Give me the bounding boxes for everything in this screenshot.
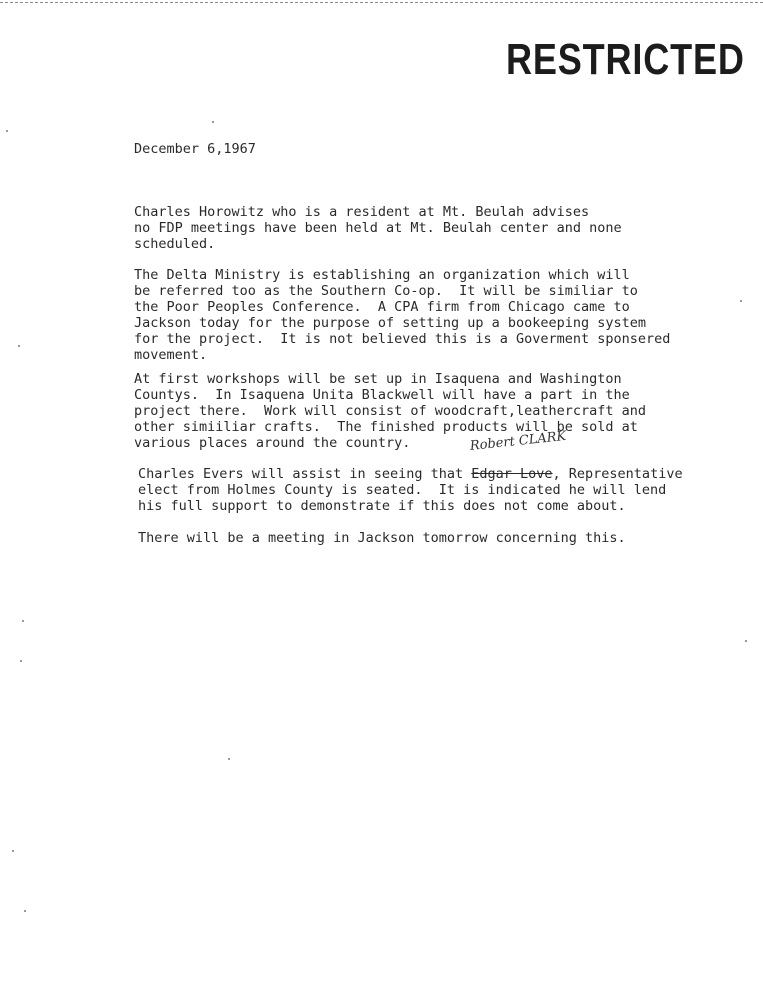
text-line: The Delta Ministry is establishing an organization which will: [134, 267, 630, 283]
text-line: [138, 466, 738, 482]
speck: [6, 130, 8, 132]
speck: [22, 620, 24, 622]
speck: [12, 850, 14, 852]
text-line: be referred too as the Southern Co-op. It will be similiar to: [134, 283, 638, 299]
document-date: December 6,1967: [134, 141, 256, 157]
text-line: other simiiliar crafts. The finished products will be sold at: [134, 419, 638, 435]
text-line: various places around the country.: [134, 435, 411, 451]
speck: [228, 758, 230, 760]
text-line: At first workshops will be set up in Isaquena and Washington: [134, 371, 622, 387]
text-line: the Poor Peoples Conference. A CPA firm from Chicago came to: [134, 299, 630, 315]
text-line: his full support to demonstrate if this does not come about.: [138, 498, 626, 514]
struck-name: Edgar Love: [471, 466, 553, 482]
text-fragment: , Representative: [552, 466, 683, 482]
text-line: no FDP meetings have been held at Mt. Beulah center and none: [134, 220, 622, 236]
text-line: There will be a meeting in Jackson tomorrow concerning this.: [138, 530, 626, 546]
paragraph-3: [134, 371, 734, 451]
speck: [745, 640, 747, 642]
speck: [212, 121, 214, 123]
text-line: project there. Work will consist of woodcraft,leathercraft and: [134, 403, 647, 419]
text-line: elect from Holmes County is seated. It is indicated he will lend: [138, 482, 667, 498]
speck: [24, 910, 26, 912]
text-line: for the project. It is not believed this is a Goverment sponsered: [134, 331, 671, 347]
paragraph-4: [138, 466, 738, 514]
text-line: scheduled.: [134, 236, 216, 252]
paragraph-5: [138, 530, 738, 546]
speck: [18, 345, 20, 347]
handwritten-annotation: Robert CLARK: [469, 428, 567, 454]
text-fragment: Charles Evers will assist in seeing that: [138, 466, 472, 482]
text-line: Charles Horowitz who is a resident at Mt. Beulah advises: [134, 204, 590, 220]
text-line: Countys. In Isaquena Unita Blackwell will have a part in the: [134, 387, 630, 403]
speck: [740, 300, 742, 302]
paragraph-2: [134, 267, 734, 363]
text-line: Jackson today for the purpose of setting up a bookeeping system: [134, 315, 647, 331]
top-edge-rule: [0, 2, 763, 3]
speck: [20, 660, 22, 662]
text-line: movement.: [134, 347, 208, 363]
paragraph-1: [134, 204, 734, 252]
restricted-stamp: RESTRICTED: [506, 35, 745, 84]
